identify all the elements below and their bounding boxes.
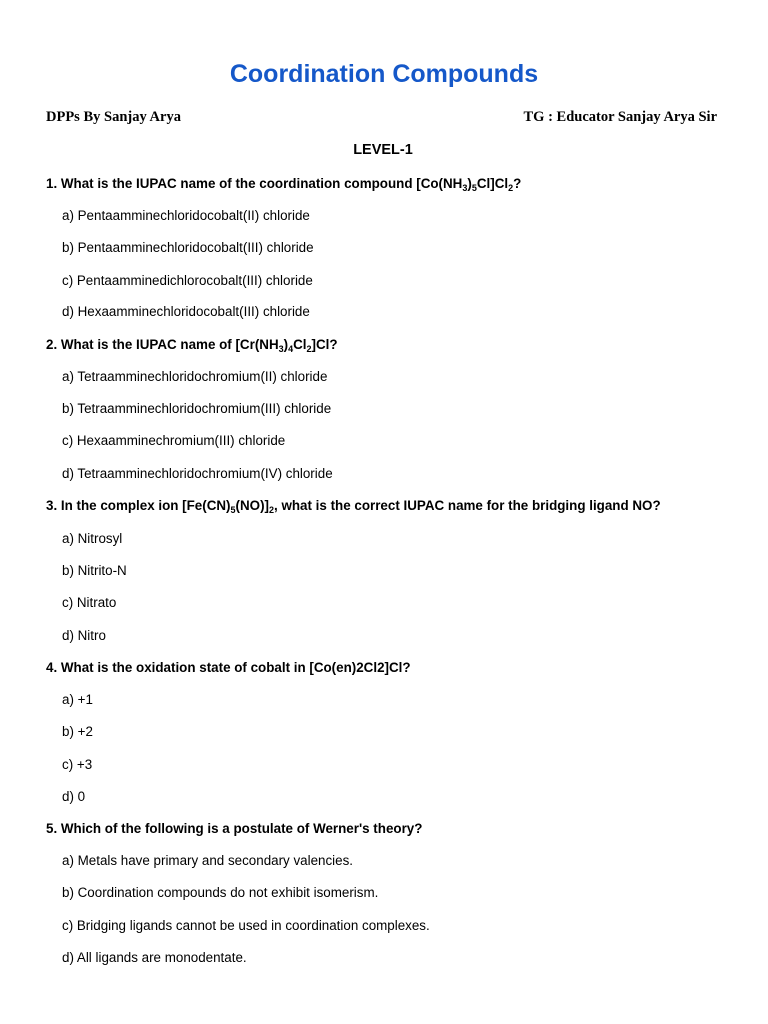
telegram-label: TG : Educator Sanjay Arya Sir — [523, 109, 717, 125]
question-3-option-b: b) Nitrito-N — [62, 563, 127, 578]
question-2-option-a: a) Tetraamminechloridochromium(II) chloride — [62, 369, 328, 384]
question-5: 5. Which of the following is a postulate of Werner's theory? — [46, 821, 423, 836]
question-2-option-d: d) Tetraamminechloridochromium(IV) chloride — [62, 466, 333, 481]
question-5-option-b: b) Coordination compounds do not exhibit isomerism. — [62, 885, 379, 900]
author-label: DPPs By Sanjay Arya — [46, 109, 181, 125]
question-3-option-a: a) Nitrosyl — [62, 531, 123, 546]
question-1-option-a: a) Pentaamminechloridocobalt(II) chloride — [62, 208, 310, 223]
question-3: 3. In the complex ion $[Fe(CN)_5(NO)]_2$, what is the correct IUPAC name for the bridging ligand NO? — [46, 498, 661, 515]
document-title: Coordination Compounds — [229, 60, 539, 88]
question-3-option-c: c) Nitrato — [62, 595, 117, 610]
question-4-option-c: c) +3 — [62, 757, 93, 772]
question-5-option-c: c) Bridging ligands cannot be used in coordination complexes. — [62, 918, 430, 933]
question-1-option-b: b) Pentaamminechloridocobalt(III) chloride — [62, 240, 314, 255]
question-1-option-d: d) Hexaamminechloridocobalt(III) chloride — [62, 304, 310, 319]
question-4-option-d: d) 0 — [62, 789, 86, 804]
question-1-option-c: c) Pentaamminedichlorocobalt(III) chloride — [62, 273, 313, 288]
question-4-option-b: b) +2 — [62, 724, 93, 739]
question-4: 4. What is the oxidation state of cobalt in [Co(en)2Cl2]Cl? — [46, 660, 411, 675]
question-5-option-d: d) All ligands are monodentate. — [62, 950, 247, 965]
question-5-option-a: a) Metals have primary and secondary valencies. — [62, 853, 354, 868]
question-2-option-c: c) Hexaamminechromium(III) chloride — [62, 433, 286, 448]
question-2-option-b: b) Tetraamminechloridochromium(III) chloride — [62, 401, 332, 416]
question-3-option-d: d) Nitro — [62, 628, 106, 643]
question-4-option-a: a) +1 — [62, 692, 93, 707]
question-2: 2. What is the IUPAC name of $[Cr(NH_3)_4Cl_2]Cl$? — [46, 337, 338, 354]
level-heading: LEVEL-1 — [353, 142, 413, 158]
question-1: 1. What is the IUPAC name of the coordination compound $[Co(NH_3)_5Cl]Cl_2$? — [46, 176, 522, 193]
